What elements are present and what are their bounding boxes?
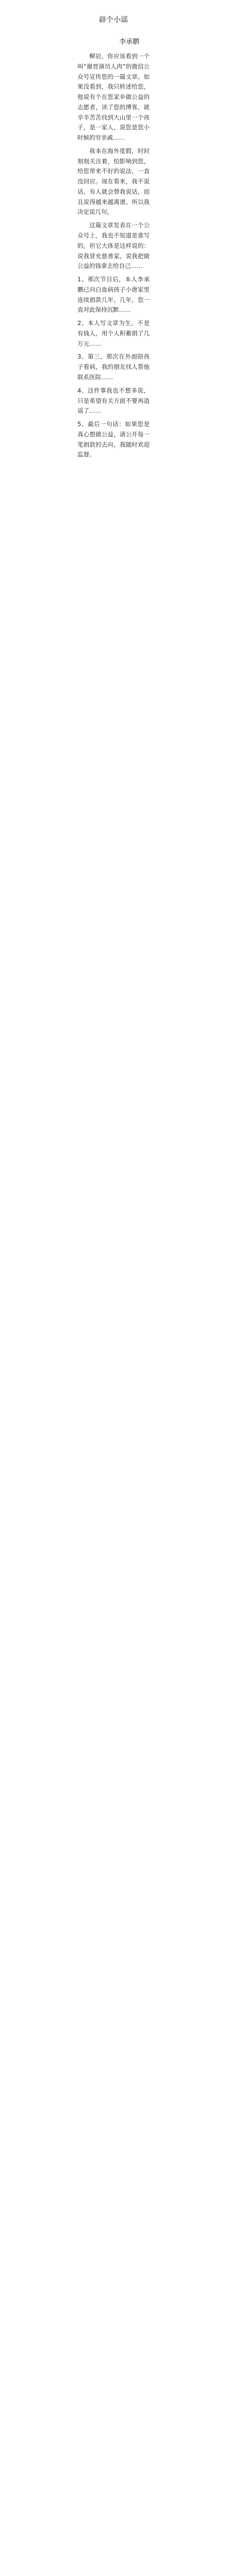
article-title: 辟个小谣 <box>99 16 128 24</box>
paragraph: 2、本人写文章为生，不是有钱人，用个人积蓄捐了几万元…… <box>77 319 150 347</box>
paragraph: 柳岩，你应该看到一个叫“谢晋演员人肉”的微信公众号宣传您的一篇文章。如果没看到，我只转述给您，他说有个在您家乡做公益的志愿者，读了您的博客，就辛辛苦苦找到大山里一个孩子，是一家人，说您是您小时候的穷亲戚…… <box>77 53 150 142</box>
paragraph: 3、第三，那次在外面陪孩子看病，我的朋友找人帮他联系医院…… <box>77 353 150 381</box>
paragraph: 我本在海外度假，时时刻刻关注着，怕影响到您，给您带来不好的说法，一直没回应。现在看来，我不说话，有人就会替我说话，而且说得越来越离谱。所以我决定说几句。 <box>77 147 150 216</box>
article-body <box>77 52 150 463</box>
article-author: 李承鹏 <box>119 38 139 46</box>
paragraph: 1、那次节目后，本人李承鹏已向白血病孩子小唐家里连续捐款几年，几年，您一直对此保持沉默…… <box>77 276 150 314</box>
paragraph: 5、最后一句话：如果您是真心想做公益，请公开每一笔捐款的去向，我随时欢迎监督。 <box>77 420 150 459</box>
paragraph: 这篇文章发表在一个公众号上，我也不知道是谁写的，但它大体是这样说的：说我冒充慈善家，说我把做公益的钱拿去给自己…… <box>77 222 150 270</box>
paragraph: 4、这件事我也不想多说，只是希望有关方面不要再造谣了…… <box>77 386 150 415</box>
